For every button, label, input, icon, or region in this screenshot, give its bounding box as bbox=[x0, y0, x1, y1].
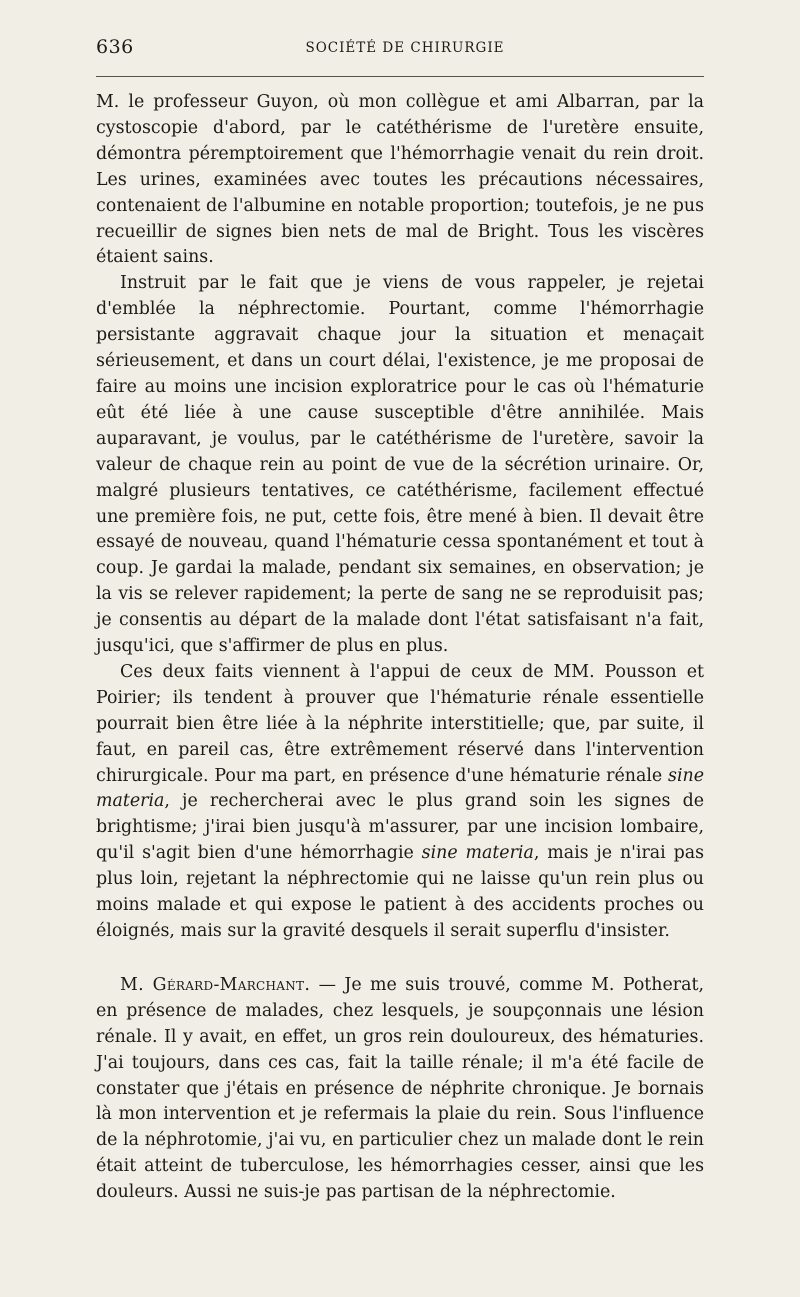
section-gap bbox=[96, 945, 704, 973]
speaker-name: M. Gérard-Marchant. bbox=[120, 974, 311, 995]
page-number: 636 bbox=[96, 36, 134, 58]
running-head bbox=[96, 36, 704, 58]
paragraph-4-text: — Je me suis trouvé, comme M. Potherat, en présence de malades, chez lesquels, je soupçonnais une lésion rénale. Il y avait, en effet, un gros rein douloureux, des hématuries. J'ai toujours, dans ces cas, fait la taille rénale; il m'a été facile de constater que j'étais en présence de néphrite chronique. Je bornais là mon intervention et je refermais la plaie du rein. Sous l'influence de la néphrotomie, j'ai vu, en particulier chez un malade dont le rein était atteint de tuberculose, les hémorrhagies cesser, ainsi que les douleurs. Aussi ne suis-je pas partisan de la néphrectomie. bbox=[96, 974, 704, 1203]
paragraph-2: Instruit par le fait que je viens de vous rappeler, je rejetai d'emblée la néphrectomie. Pourtant, comme l'hémorrhagie persistante aggravait chaque jour la situation et menaçait sérieusement, et dans un court délai, l'existence, je me proposai de faire au moins une incision exploratrice pour le cas où l'hématurie eût été liée à une cause susceptible d'être annihilée. Mais auparavant, je voulus, par le catéthérisme de l'uretère, savoir la valeur de chaque rein au point de vue de la sécrétion urinaire. Or, malgré plusieurs tentatives, ce catéthérisme, facilement effectué une première fois, ne put, cette fois, être mené à bien. Il devait être essayé de nouveau, quand l'hématurie cessa spontanément et tout à coup. Je gardai la malade, pendant six semaines, en observation; je la vis se relever rapidement; la perte de sang ne se reproduisit pas; je consentis au départ de la malade dont l'état satisfaisant n'a fait, jusqu'ici, que s'affirmer de plus en plus. bbox=[96, 273, 704, 657]
paragraph-3-part-a: Ces deux faits viennent à l'appui de ceux de MM. Pousson et Poirier; ils tendent à prouver que l'hématurie rénale essentielle pourrait bien être liée à la néphrite interstitielle; que, par suite, il faut, en pareil cas, être extrêmement réservé dans l'intervention chirurgicale. Pour ma part, en présence d'une hématurie rénale bbox=[96, 661, 704, 786]
latin-phrase-2: sine materia bbox=[421, 843, 534, 864]
paragraph-1: M. le professeur Guyon, où mon collègue et ami Albarran, par la cystoscopie d'abord, par le catéthérisme de l'uretère ensuite, démontra péremptoirement que l'hémorrhagie venait du rein droit. Les urines, examinées avec toutes les précautions nécessaires, contenaient de l'albumine en notable proportion; toutefois, je ne pus recueillir de signes bien nets de mal de Bright. Tous les viscères étaient sains. bbox=[96, 92, 704, 268]
journal-title: SOCIÉTÉ DE CHIRURGIE bbox=[305, 40, 505, 56]
header-rule bbox=[96, 76, 704, 77]
latin-phrase-1: sine materia bbox=[96, 765, 704, 812]
paragraph-3-part-b: , je rechercherai avec le plus grand soin les signes de brightisme; j'irai bien jusqu'à m'assurer, par une incision lombaire, qu'il s'agit bien d'une hémorrhagie bbox=[96, 791, 704, 864]
paragraph-4 bbox=[96, 973, 704, 1206]
paragraph-3-part-c: , mais je n'irai pas plus loin, rejetant la néphrectomie qui ne laisse qu'un rein plus ou moins malade et qui expose le patient à des accidents proches ou éloignés, mais sur la gravité desquels il serait superflu d'insister. bbox=[96, 843, 705, 941]
body-text bbox=[96, 90, 704, 1206]
paragraph-3 bbox=[96, 660, 704, 945]
